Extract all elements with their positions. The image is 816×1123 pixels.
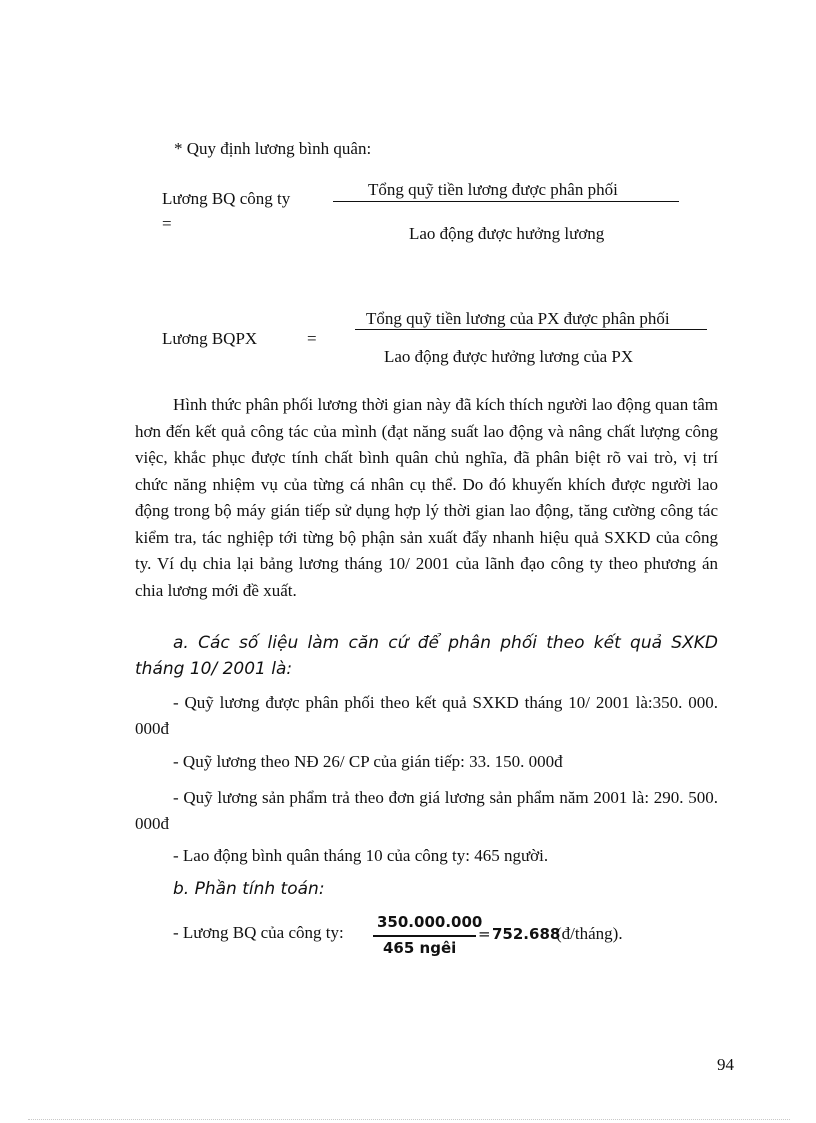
list-item: - Quỹ lương được phân phối theo kết quả SXKD tháng 10/ 2001 là:350. 000. 000đ — [135, 693, 718, 738]
formula2-lhs: Lương BQPX — [162, 329, 258, 348]
formula1-lhs: Lương BQ công ty — [162, 189, 291, 208]
list-item: - Quỹ lương theo NĐ 26/ CP của gián tiếp: 33. 150. 000đ — [173, 752, 563, 771]
formula2-numerator: Tổng quỹ tiền lương của PX được phân phối — [366, 309, 670, 328]
page-bottom-border — [28, 1119, 790, 1120]
calc-label: - Lương BQ của công ty: — [173, 923, 344, 942]
formula1-eq: = — [162, 214, 172, 233]
calc-unit: (đ/tháng). — [556, 924, 623, 943]
calc-denominator: 465 ngêi — [383, 939, 457, 957]
list-item: - Quỹ lương sản phẩm trả theo đơn giá lương sản phẩm năm 2001 là: 290. 500. 000đ — [135, 788, 718, 833]
formula2-eq: = — [307, 329, 317, 348]
calc-eq: = — [478, 925, 491, 943]
calc-result: 752.688 — [492, 925, 561, 943]
formula1-numerator: Tổng quỹ tiền lương được phân phối — [368, 180, 618, 199]
list-item: - Lao động bình quân tháng 10 của công ty: 465 người. — [173, 846, 549, 865]
page-number: 94 — [717, 1055, 734, 1074]
section-a-heading: a. Các số liệu làm căn cứ để phân phối theo kết quả SXKD tháng 10/ 2001 là: — [135, 633, 718, 679]
calc-fraction-bar — [373, 935, 476, 937]
formula2-fraction-bar — [355, 329, 707, 330]
formula1-fraction-bar — [333, 201, 679, 202]
calc-numerator: 350.000.000 — [377, 913, 483, 931]
formula1-denominator: Lao động được hưởng lương — [409, 224, 605, 243]
body-paragraph: Hình thức phân phối lương thời gian này đã kích thích người lao động quan tâm hơn đến kết quả công tác của mình (đạt năng suất lao động và nâng chất lượng công việc, khắc phục được tính chất bình quân chủ nghĩa, đã phân biệt rõ vai trò, vị trí chức năng nhiệm vụ của từng cá nhân cụ thể. Do đó khuyến khích được người lao động trong bộ máy gián tiếp sử dụng hợp lý thời gian lao động, tăng cường công tác kiểm tra, tác nghiệp tới từng bộ phận sản xuất đẩy nhanh hiệu quả SXKD của công ty. Ví dụ chia lại bảng lương tháng 10/ 2001 của lãnh đạo công ty theo phương án chia lương mới đề xuất. — [135, 395, 718, 600]
formula2-denominator: Lao động được hưởng lương của PX — [384, 347, 634, 366]
section-b-heading: b. Phần tính toán: — [173, 879, 325, 899]
section-heading: * Quy định lương bình quân: — [174, 139, 372, 158]
